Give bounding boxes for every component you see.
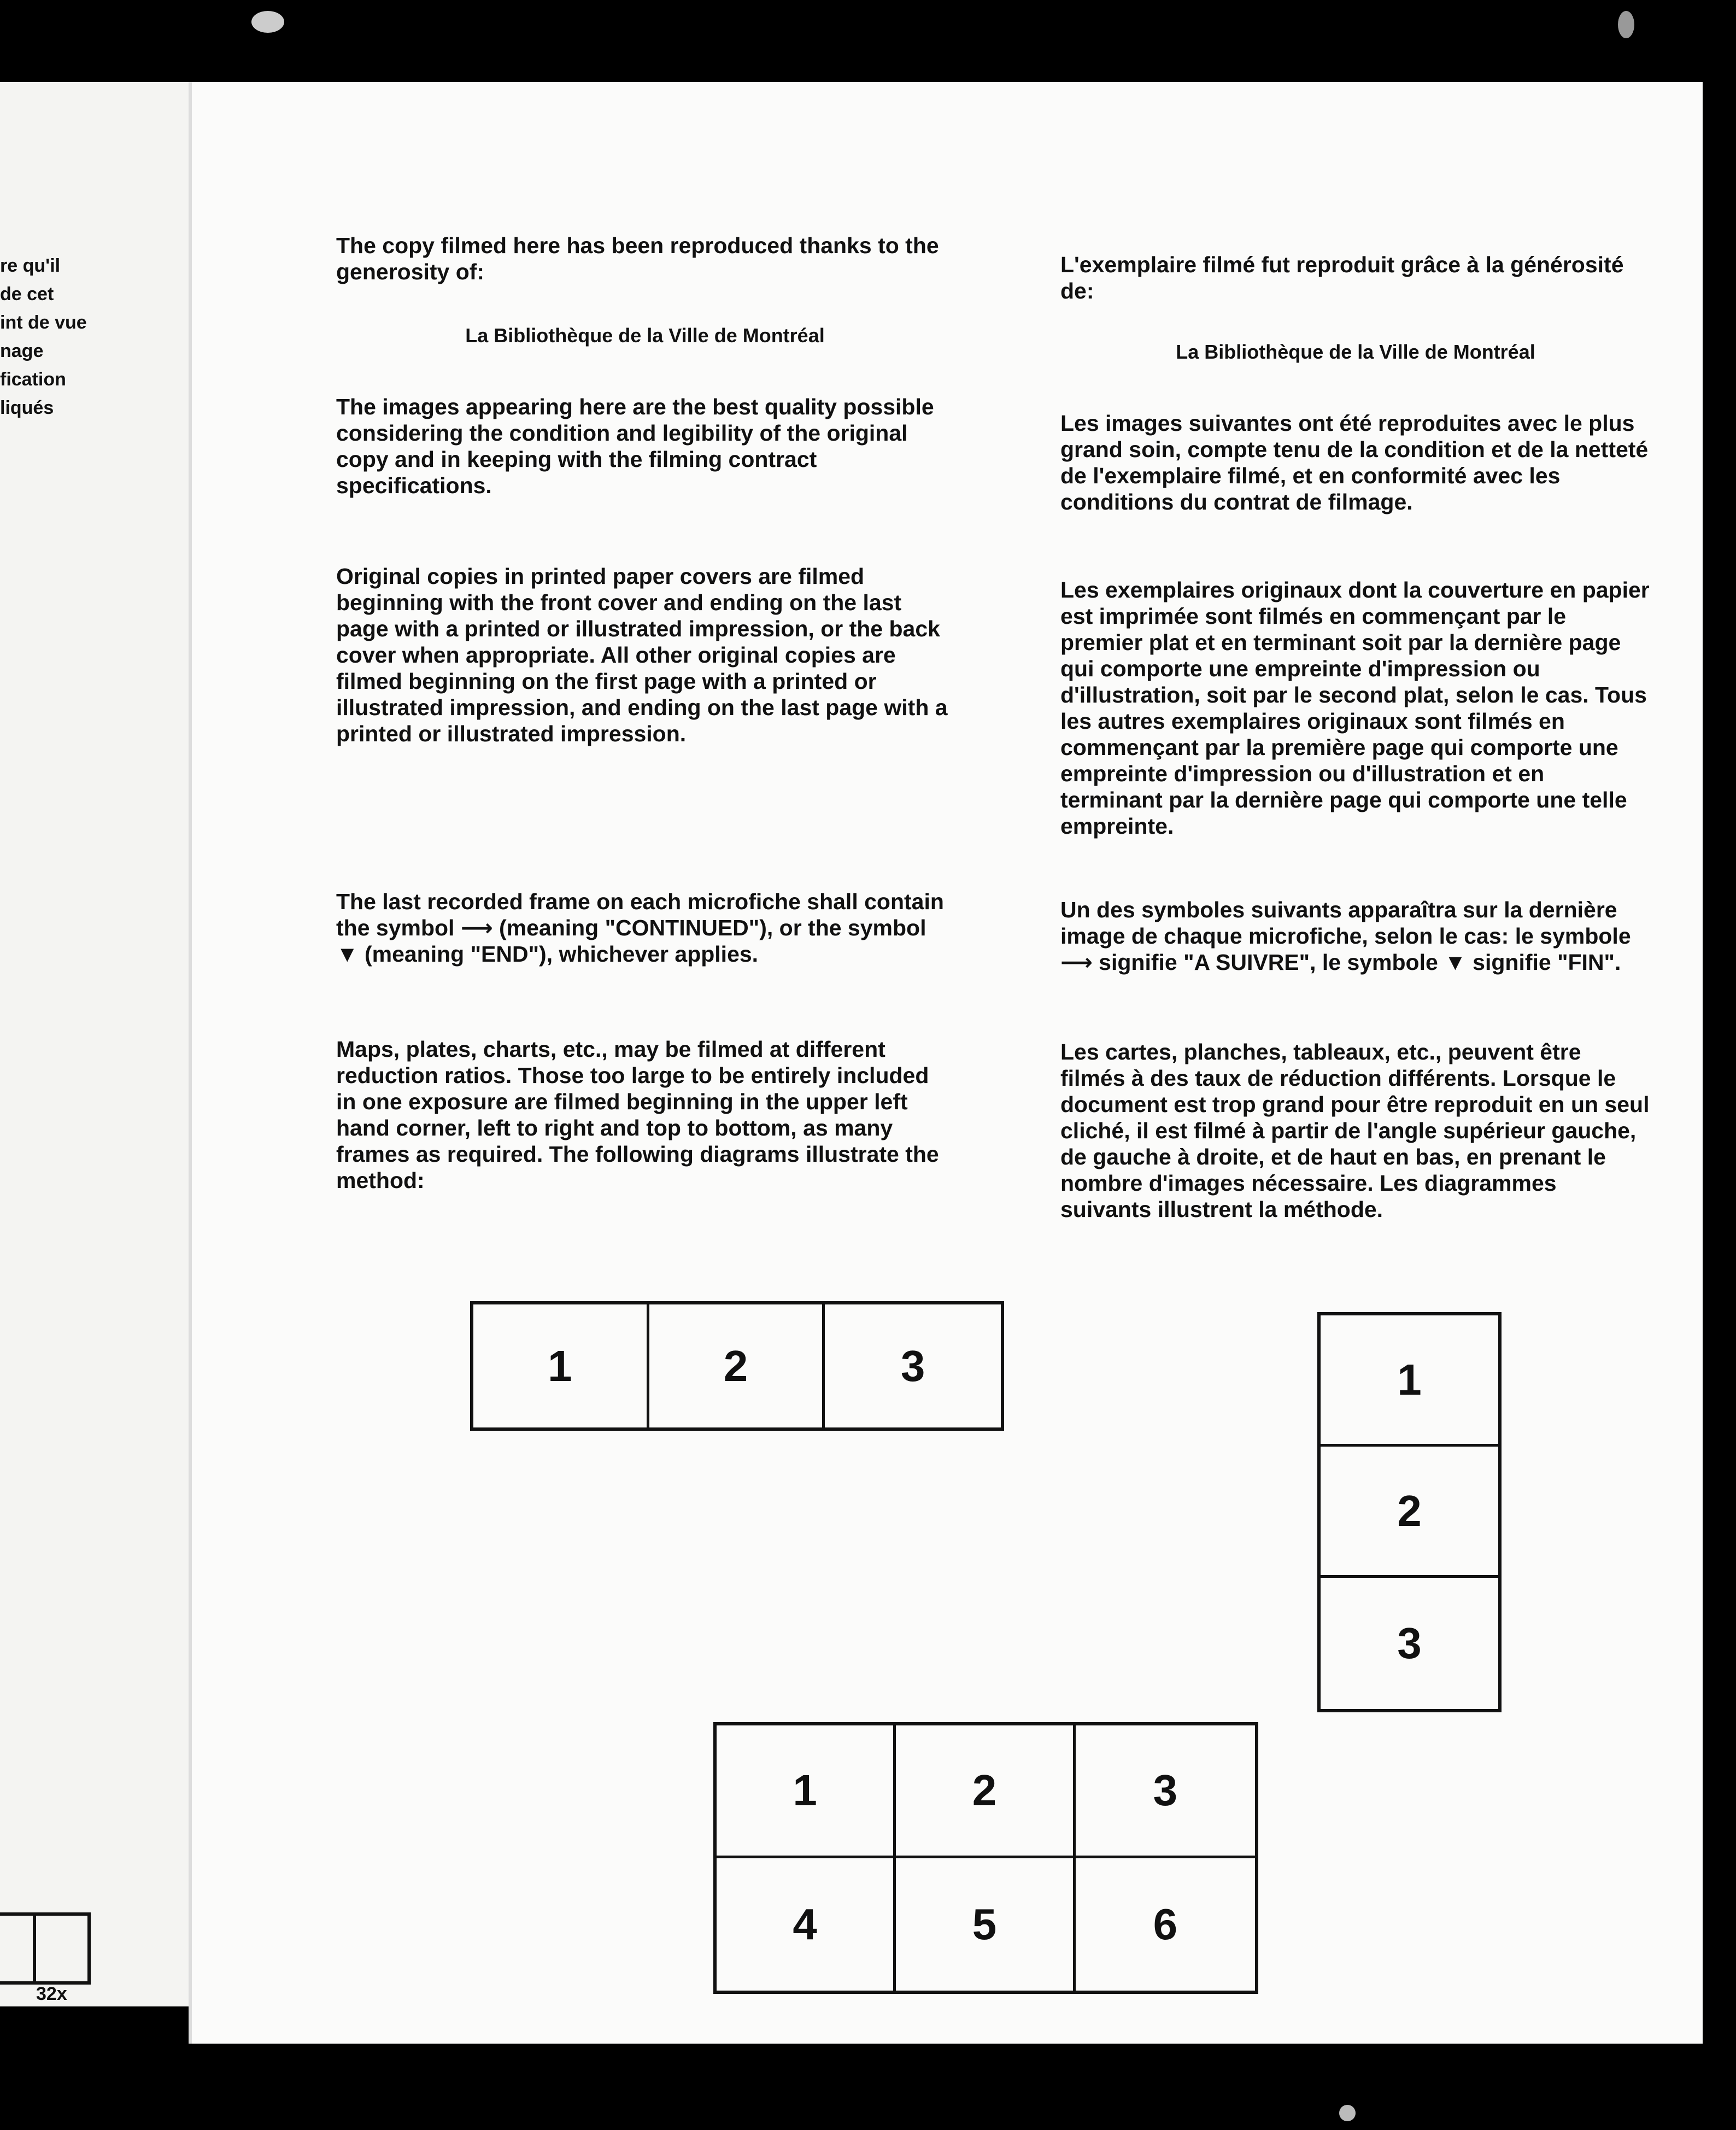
film-speck [251,11,284,33]
fragment-line: de cet [0,284,54,305]
fragment-line: re qu'il [0,255,61,276]
frame-cell: 2 [1321,1447,1498,1578]
french-symbols: Un des symboles suivants apparaîtra sur la dernière image de chaque microfiche, selon le cas: le symbole ⟶ signifie "A SUIVRE", le symbole ▼ signifie "FIN". [1060,897,1631,975]
fragment-line: fication [0,369,66,390]
english-symbols: The last recorded frame on each microfiche shall contain the symbol ⟶ (meaning "CONTINUED"), or the symbol ▼ (meaning "END"), whichever applies. [336,889,944,967]
frame-cell: 6 [1153,1899,1178,1948]
diagram-cell [33,1916,80,1981]
french-reduction-ratios: Les cartes, planches, tableaux, etc., peuvent être filmés à des taux de réduction différents. Lorsque le document est trop grand pour être reproduit en un seul cliché, il est filmé à partir de l'angle supérieur gauche, de gauche à droite, et de haut en bas, en prenant le nombre d'images nécessaire. Les diagrammes suivants illustrent la méthode. [1060,1039,1650,1222]
frame-cell: 5 [896,1858,1075,1991]
fragment-line: nage [0,341,44,361]
frame-cell: 2 [649,1304,825,1427]
diagram-vertical-frames [1317,1312,1502,1712]
diagram-cell [0,1916,33,1981]
diagram-grid-frames [713,1722,1258,1994]
reduction-label: 32x [36,1983,67,2004]
french-institution: La Bibliothèque de la Ville de Montréal [1176,341,1535,363]
previous-page-text [0,251,87,422]
english-institution: La Bibliothèque de la Ville de Montréal [465,324,825,347]
frame-cell: 3 [900,1341,925,1390]
frame-cell: 4 [717,1858,896,1991]
fragment-line: liqués [0,397,54,418]
english-filming-order: Original copies in printed paper covers are filmed beginning with the front cover and ending on the last page with a printed or illustrated impression, or the back cover when appropriate. All other original copies are filmed beginning on the first page with a printed or illustrated impression, and ending on the last page with a printed or illustrated impression. [336,564,948,746]
frame-cell: 1 [1321,1315,1498,1447]
frame-cell: 3 [1076,1725,1255,1858]
english-reduction-ratios: Maps, plates, charts, etc., may be filmed at different reduction ratios. Those too large to be entirely included in one exposure are filmed beginning in the upper left hand corner, left to right and top to bottom, as many frames as required. The following diagrams illustrate the method: [336,1037,939,1193]
english-acknowledgement: The copy filmed here has been reproduced thanks to the generosity of: [336,233,939,284]
film-speck [1339,2105,1356,2121]
diagram-horizontal-frames [470,1301,1004,1431]
film-speck [1618,11,1634,38]
frame-cell: 1 [473,1304,649,1427]
french-quality-statement: Les images suivantes ont été reproduites avec le plus grand soin, compte tenu de la condition et de la netteté de l'exemplaire filmé, et en conformité avec les conditions du contrat de filmage. [1060,411,1649,514]
frame-cell: 3 [1397,1619,1422,1667]
frame-cell: 2 [896,1725,1075,1858]
microfilm-target-page [189,82,1703,2044]
previous-page-diagram [0,1912,91,1985]
french-filming-order: Les exemplaires originaux dont la couverture en papier est imprimée sont filmés en commençant par le premier plat et en terminant soit par la dernière page qui comporte une empreinte d'impression ou d'illustration, soit par le second plat, selon le cas. Tous les autres exemplaires originaux sont filmés en commençant par la première page qui comporte une empreinte d'impression ou d'illustration et en terminant par la dernière page qui comporte une telle empreinte. [1060,577,1650,839]
english-quality-statement: The images appearing here are the best quality possible considering the condition and legibility of the original copy and in keeping with the filming contract specifications. [336,394,934,498]
french-acknowledgement: L'exemplaire filmé fut reproduit grâce à la générosité de: [1060,252,1624,303]
fragment-line: int de vue [0,312,87,333]
frame-cell: 1 [717,1725,896,1858]
